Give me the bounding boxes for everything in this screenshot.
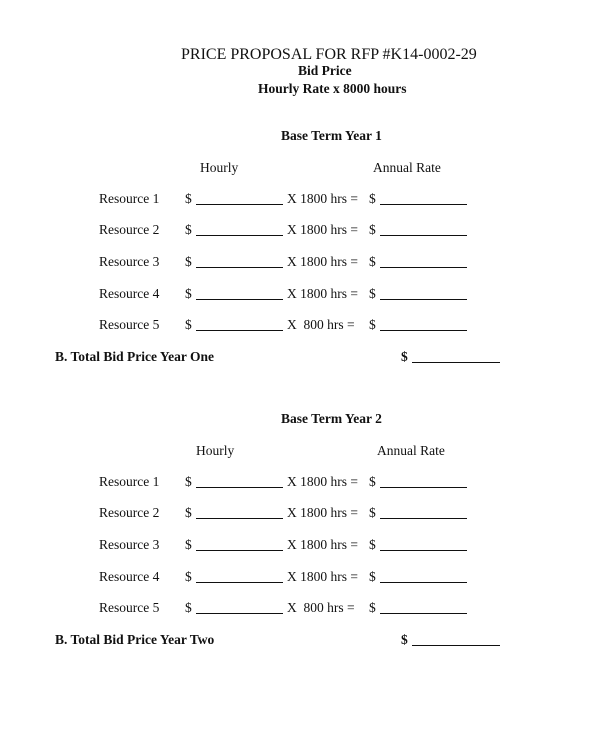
- resource-label: Resource 1: [99, 474, 160, 489]
- dollar-sign: $: [369, 191, 376, 206]
- resource-label: Resource 4: [99, 569, 160, 584]
- annual-rate-blank[interactable]: [380, 613, 467, 614]
- annual-rate-blank[interactable]: [380, 518, 467, 519]
- hours-multiplier: X 1800 hrs =: [287, 474, 358, 489]
- dollar-sign: $: [369, 254, 376, 269]
- column-header-hourly: Hourly: [196, 443, 235, 458]
- dollar-sign: $: [185, 286, 192, 301]
- total-blank[interactable]: [412, 362, 500, 363]
- column-header-hourly: Hourly: [200, 160, 239, 175]
- column-header-annual-rate: Annual Rate: [377, 443, 445, 458]
- section-heading: Base Term Year 2: [281, 411, 382, 426]
- hourly-rate-blank[interactable]: [196, 204, 283, 205]
- hours-multiplier: X 800 hrs =: [287, 600, 355, 615]
- dollar-sign: $: [185, 222, 192, 237]
- dollar-sign: $: [369, 537, 376, 552]
- dollar-sign: $: [185, 254, 192, 269]
- hourly-rate-blank[interactable]: [196, 235, 283, 236]
- hours-multiplier: X 1800 hrs =: [287, 505, 358, 520]
- hours-multiplier: X 1800 hrs =: [287, 254, 358, 269]
- dollar-sign: $: [369, 317, 376, 332]
- annual-rate-blank[interactable]: [380, 582, 467, 583]
- dollar-sign: $: [185, 317, 192, 332]
- hourly-rate-blank[interactable]: [196, 487, 283, 488]
- hourly-rate-blank[interactable]: [196, 299, 283, 300]
- hourly-rate-blank[interactable]: [196, 267, 283, 268]
- total-label: B. Total Bid Price Year Two: [55, 632, 215, 647]
- dollar-sign: $: [369, 600, 376, 615]
- hours-multiplier: X 1800 hrs =: [287, 537, 358, 552]
- dollar-sign: $: [185, 474, 192, 489]
- hourly-rate-blank[interactable]: [196, 613, 283, 614]
- dollar-sign: $: [369, 286, 376, 301]
- hourly-rate-blank[interactable]: [196, 330, 283, 331]
- annual-rate-blank[interactable]: [380, 267, 467, 268]
- dollar-sign: $: [185, 600, 192, 615]
- resource-label: Resource 2: [99, 222, 160, 237]
- dollar-sign: $: [185, 537, 192, 552]
- dollar-sign: $: [369, 505, 376, 520]
- dollar-sign: $: [185, 191, 192, 206]
- formula-line: Hourly Rate x 8000 hours: [258, 81, 407, 96]
- hours-multiplier: X 1800 hrs =: [287, 191, 358, 206]
- dollar-sign: $: [369, 222, 376, 237]
- document-title: PRICE PROPOSAL FOR RFP #K14-0002-29: [181, 46, 477, 63]
- total-label: B. Total Bid Price Year One: [55, 349, 215, 364]
- annual-rate-blank[interactable]: [380, 204, 467, 205]
- annual-rate-blank[interactable]: [380, 235, 467, 236]
- dollar-sign: $: [185, 505, 192, 520]
- resource-label: Resource 5: [99, 317, 160, 332]
- resource-label: Resource 1: [99, 191, 160, 206]
- hourly-rate-blank[interactable]: [196, 518, 283, 519]
- hours-multiplier: X 1800 hrs =: [287, 286, 358, 301]
- hourly-rate-blank[interactable]: [196, 582, 283, 583]
- resource-label: Resource 4: [99, 286, 160, 301]
- annual-rate-blank[interactable]: [380, 299, 467, 300]
- annual-rate-blank[interactable]: [380, 550, 467, 551]
- hours-multiplier: X 800 hrs =: [287, 317, 355, 332]
- total-blank[interactable]: [412, 645, 500, 646]
- annual-rate-blank[interactable]: [380, 330, 467, 331]
- hours-multiplier: X 1800 hrs =: [287, 222, 358, 237]
- dollar-sign: $: [369, 569, 376, 584]
- column-header-annual-rate: Annual Rate: [373, 160, 441, 175]
- dollar-sign: $: [185, 569, 192, 584]
- resource-label: Resource 2: [99, 505, 160, 520]
- hours-multiplier: X 1800 hrs =: [287, 569, 358, 584]
- dollar-sign: $: [401, 632, 408, 647]
- dollar-sign: $: [369, 474, 376, 489]
- annual-rate-blank[interactable]: [380, 487, 467, 488]
- section-heading: Base Term Year 1: [281, 128, 382, 143]
- resource-label: Resource 3: [99, 254, 160, 269]
- resource-label: Resource 3: [99, 537, 160, 552]
- hourly-rate-blank[interactable]: [196, 550, 283, 551]
- dollar-sign: $: [401, 349, 408, 364]
- resource-label: Resource 5: [99, 600, 160, 615]
- subtitle: Bid Price: [298, 63, 352, 78]
